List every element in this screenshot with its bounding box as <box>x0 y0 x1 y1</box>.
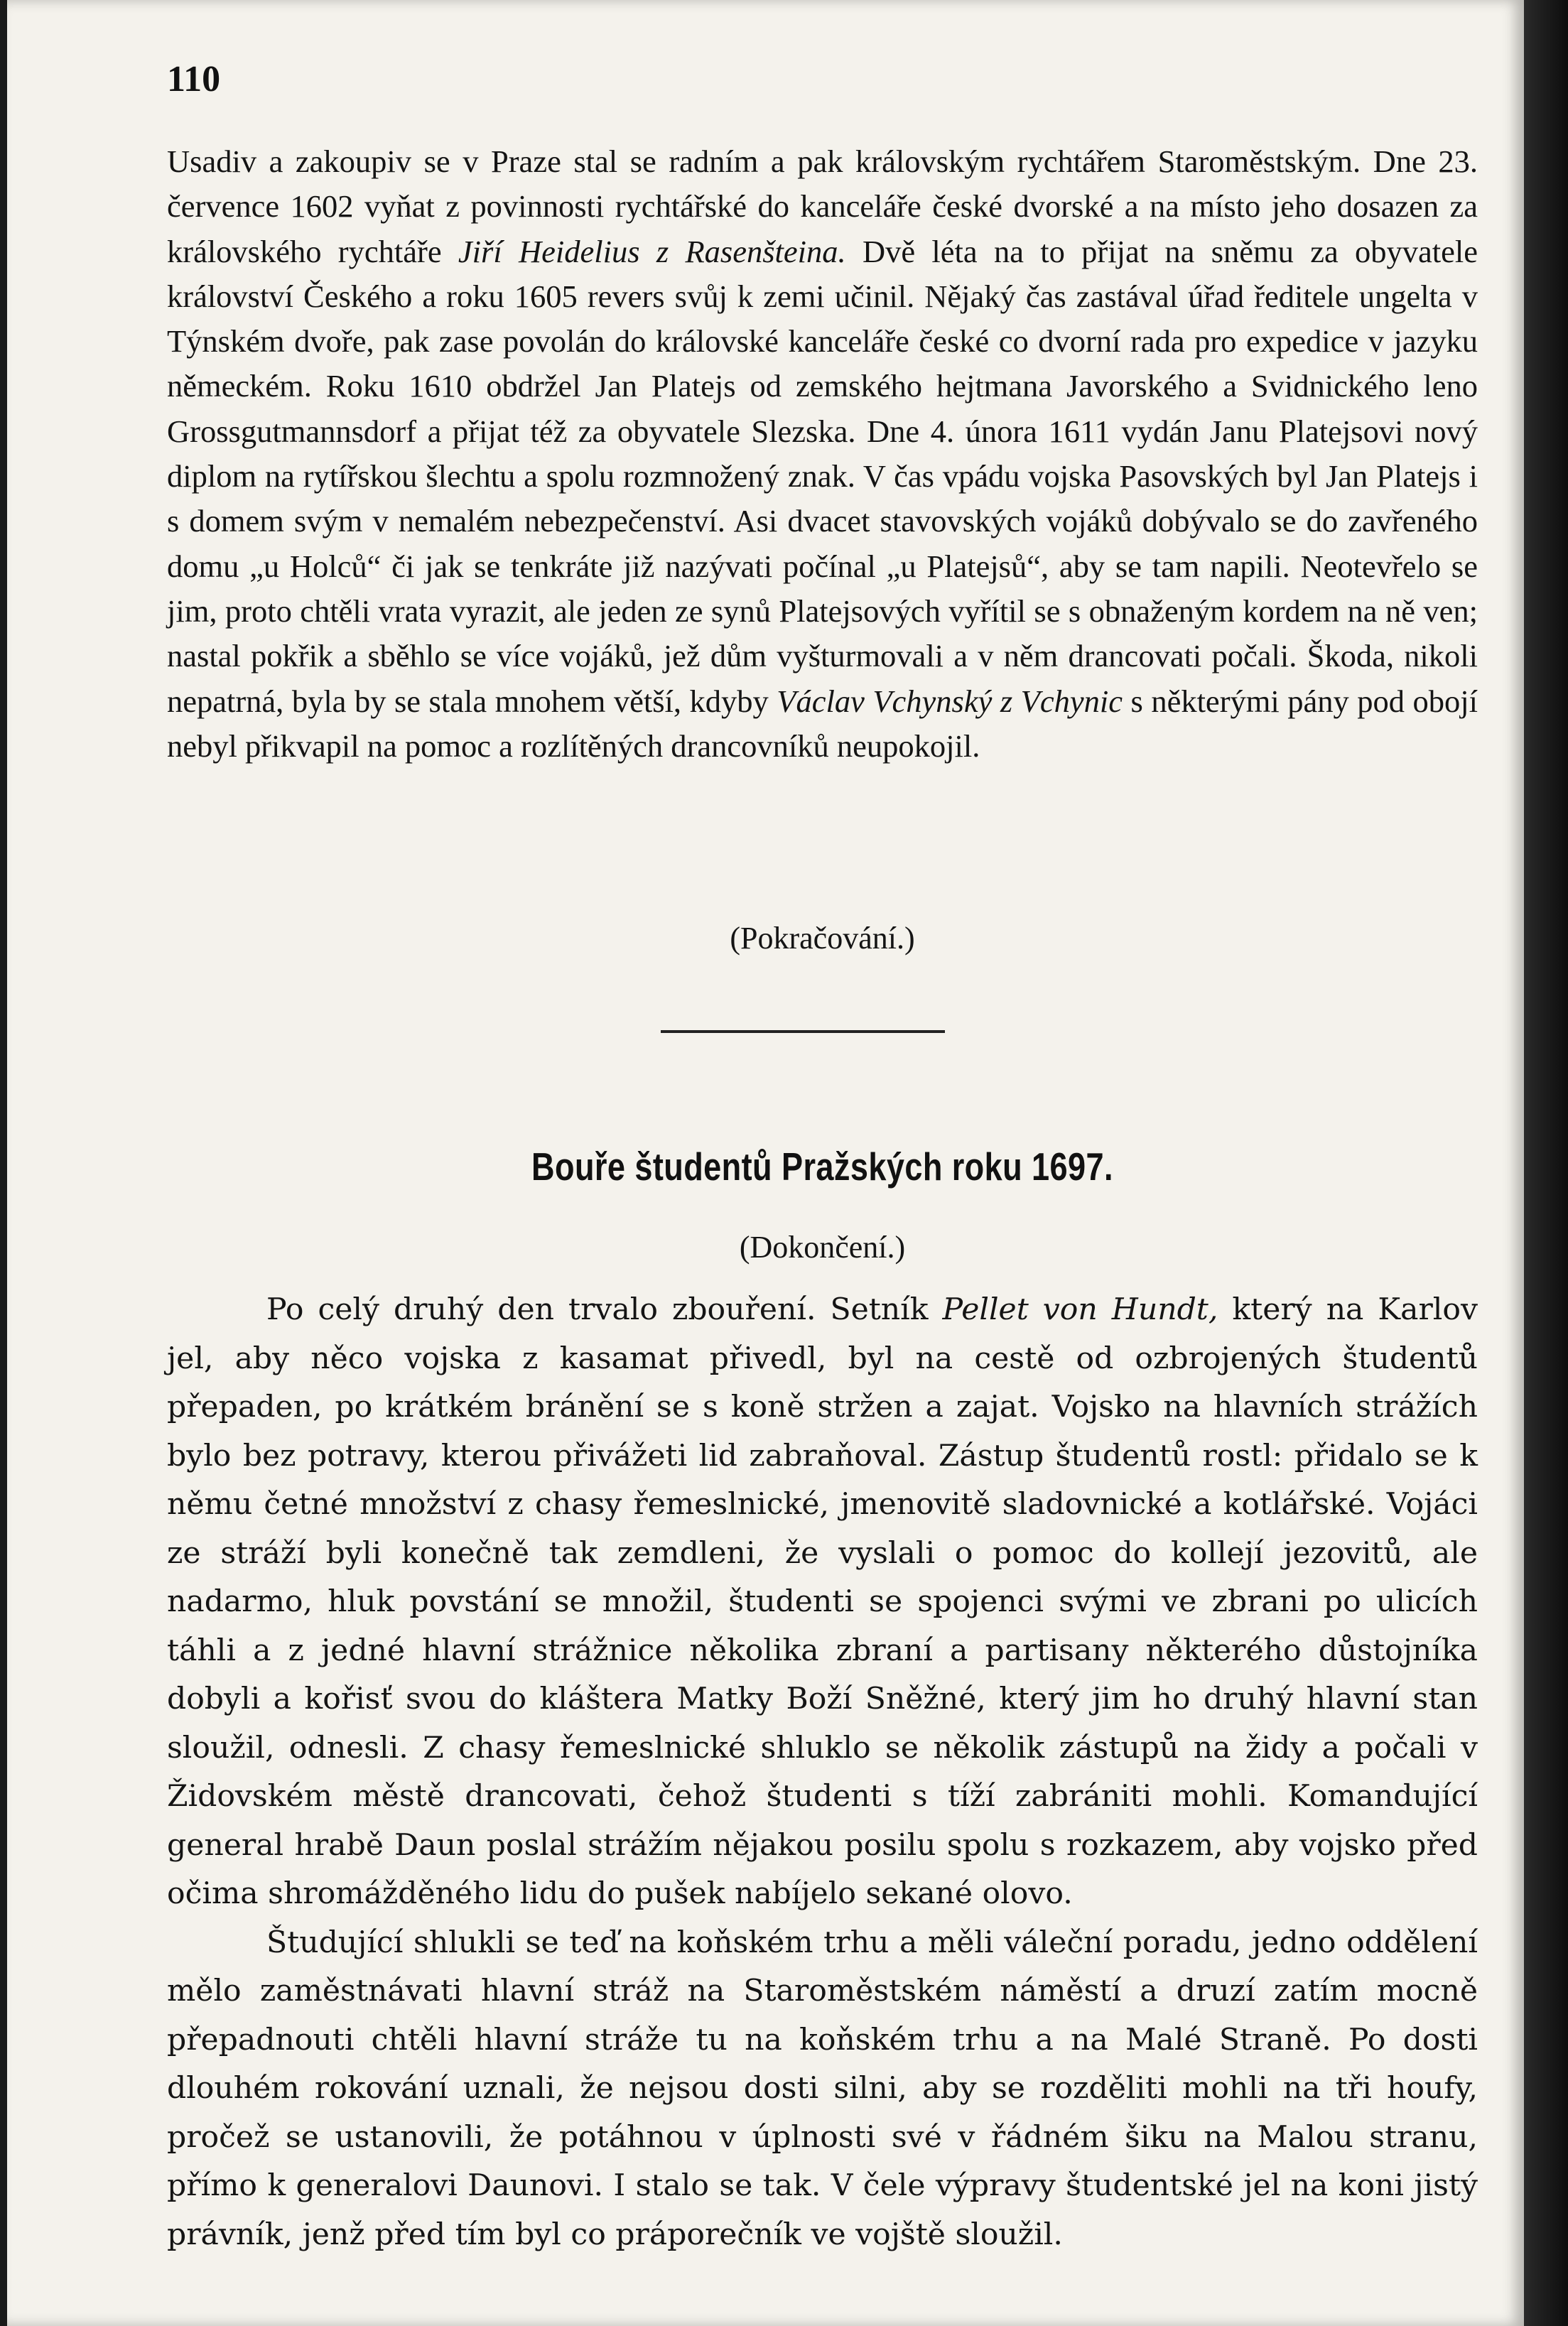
page-sheet <box>7 0 1524 2326</box>
article-title: Bouře študentů Pražských roku 1697. <box>531 1145 1113 1189</box>
article-subtitle: (Dokončení.) <box>739 1230 906 1265</box>
continued-note: (Pokračování.) <box>730 921 915 956</box>
paragraph-platejs <box>167 139 1478 769</box>
p1-text-a: Usadiv a zakoupiv se v Praze stal se radním a pak královským rychtářem Staroměstským. Dne 23. července 1602 vyňat z povinnosti rychtářské do kanceláře české dvorské a na místo jeho dosazen za královského rychtáře <box>167 144 1478 269</box>
p2-text-b: který na Karlov jel, aby něco vojska z kasamat přivedl, byl na cestě od ozbrojených študentů přepaden, po krátkém bránění se s koně stržen a zajat. Vojsko na hlavních strážích bylo bez potravy, kterou přivážeti lid zabraňoval. Zástup študentů rostl: přidalo se k němu četné množství z chasy řemeslnické, jmenovitě sladovnické a kotlářské. Vojáci ze stráží byli konečně tak zemdleni, že vyslali o pomoc do kollejí jezovitů, ale nadarmo, hluk povstání se množil, študenti se spojenci svými ve zbrani po ulicích táhli a z jedné hlavní strážnice několika zbraní a partisany některého důstojníka dobyli a kořisť svou do kláštera Matky Boží Sněžné, který jim ho druhý hlavní stan sloužil, odnesli. Z chasy řemeslnické shluklo se několik zástupů na židy a počali v Židovském městě drancovati, čehož študenti s tíží zabrániti mohli. Komandující general hrabě Daun poslal strážím nějakou posilu spolu s rozkazem, aby vojsko před očima shromážděného lidu do pušek nabíjelo sekané olovo. <box>167 1292 1478 1911</box>
paragraph-2 <box>167 1286 1478 1919</box>
p2-text-a: Po celý druhý den trvalo zbouření. Setník <box>266 1292 943 1327</box>
page-number: 110 <box>167 59 221 99</box>
p1-name-heidelius: Jiří Heidelius z Rasenšteina. <box>458 233 846 269</box>
article-body <box>167 1286 1478 2259</box>
section-divider <box>661 1030 945 1033</box>
paragraph-1-body <box>167 139 1478 769</box>
p1-name-vchynsky: Václav Vchynský z Vchynic <box>777 683 1123 719</box>
page-edge-shadow <box>1524 0 1568 2326</box>
p1-text-c: s některými pány pod obojí nebyl přikvapil na pomoc a rozlítěných drancovníků neupokojil. <box>167 683 1478 764</box>
p2-name-pellet: Pellet von Hundt, <box>942 1292 1218 1327</box>
paragraph-3: Študující shlukli se teď na koňském trhu a měli váleční poradu, jedno oddělení mělo zaměstnávati hlavní stráž na Staroměstském náměstí a druzí zatím mocně přepadnouti chtěli hlavní stráže tu na koňském trhu a na Malé Straně. Po dosti dlouhém rokování uznali, že nejsou dosti silni, aby se rozděliti mohli na tři houfy, pročež se ustanovili, že potáhnou v úplnosti své v řádném šiku na Malou stranu, přímo k generalovi Daunovi. I stalo se tak. V čele výpravy študentské jel na koni jistý právník, jenž před tím byl co práporečník ve vojště sloužil. <box>167 1925 1478 2252</box>
p1-text-b: Dvě léta na to přijat na sněmu za obyvatele království Českého a roku 1605 revers svůj k zemi učinil. Nějaký čas zastával úřad ředitele ungelta v Týnském dvoře, pak zase povolán do královské kanceláře české co dvorní rada pro expedice v jazyku německém. Roku 1610 obdržel Jan Platejs od zemského hejtmana Javorského a Svidnického leno Grossgutmannsdorf a přijat též za obyvatele Slezska. Dne 4. února 1611 vydán Janu Platejsovi nový diplom na rytířskou šlechtu a spolu rozmnožený znak. V čas vpádu vojska Pasovských byl Jan Platejs i s domem svým v nemalém nebezpečenství. Asi dvacet stavovských vojáků dobývalo se do zavřeného domu „u Holců“ či jak se tenkráte již nazývati počínal „u Platejsů“, aby se tam napili. Neotevřelo se jim, proto chtěli vrata vyrazit, ale jeden ze synů Platejsových vyřítil se s obnaženým kordem na ně ven; nastal pokřik a sběhlo se více vojáků, jež dům vyšturmovali a v něm drancovati počali. Škoda, nikoli nepatrná, byla by se stala mnohem větší, kdyby <box>167 233 1478 719</box>
